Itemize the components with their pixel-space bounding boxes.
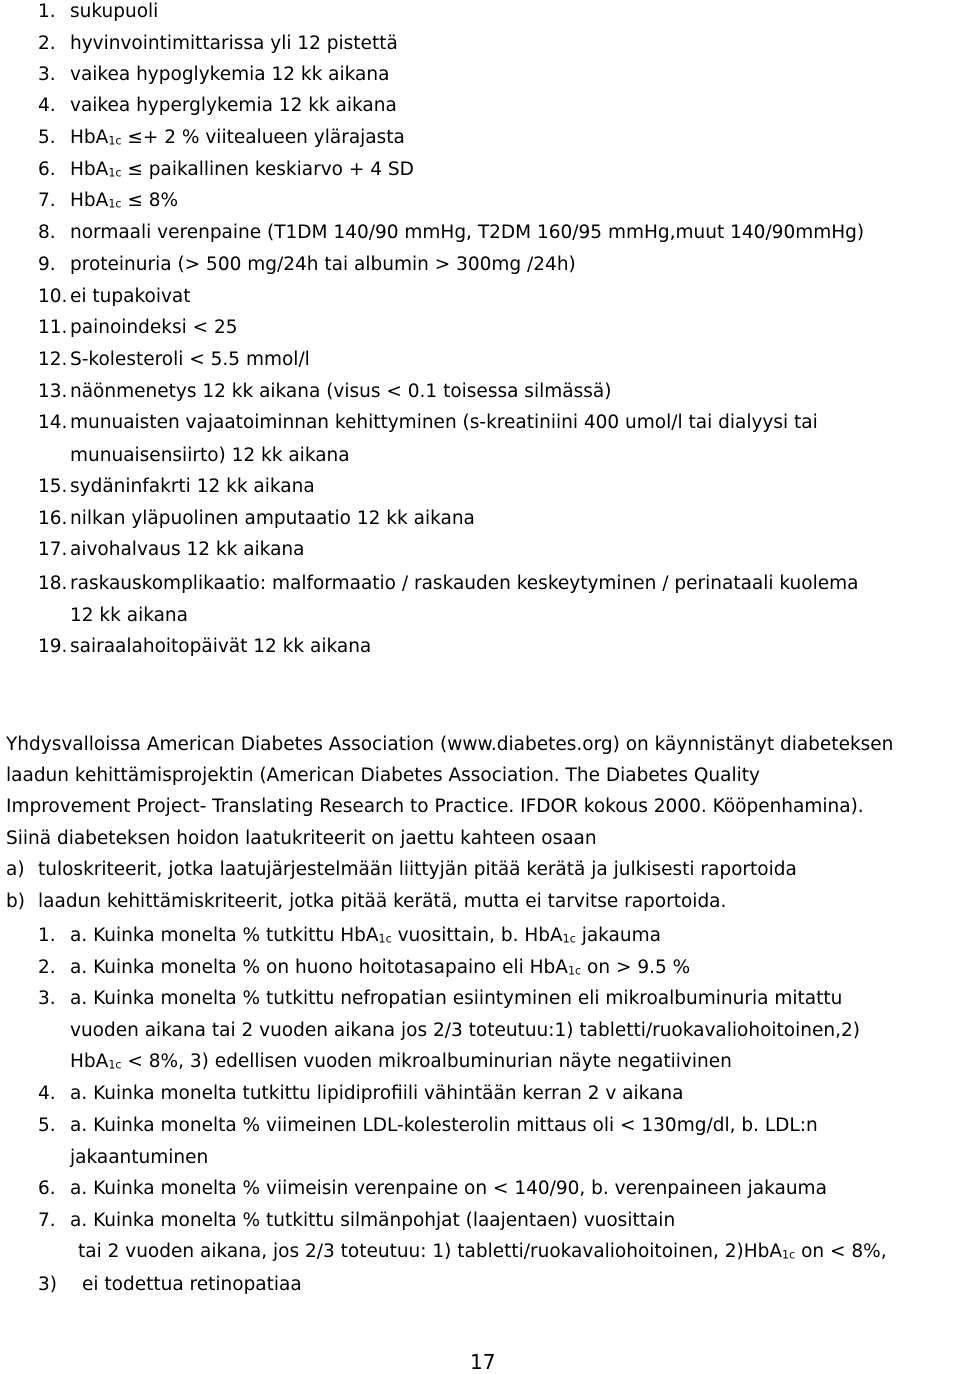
criteria-item-number: 19. xyxy=(38,636,68,657)
criteria-item-number: 13. xyxy=(38,381,68,402)
criteria-item-number: 8. xyxy=(38,222,56,243)
criteria-item-text: näönmenetys 12 kk aikana (visus < 0.1 toisessa silmässä) xyxy=(70,381,612,402)
trailing-item-text: ei todettua retinopatiaa xyxy=(82,1274,302,1295)
quality-item-text: vuoden aikana tai 2 vuoden aikana jos 2/3 toteutuu:1) tabletti/ruokavaliohoitoinen,2) xyxy=(70,1020,860,1041)
criteria-item-text: proteinuria (> 500 mg/24h tai albumin > 300mg /24h) xyxy=(70,254,576,275)
paragraph-line: Yhdysvalloissa American Diabetes Association (www.diabetes.org) on käynnistänyt diabeteksen xyxy=(6,734,894,755)
quality-item-number: 7. xyxy=(38,1210,56,1231)
quality-item-text: a. Kuinka monelta tutkittu lipidiprofiili vähintään kerran 2 v aikana xyxy=(70,1083,684,1104)
criteria-type-label: b) xyxy=(6,891,25,912)
criteria-item-number: 4. xyxy=(38,95,56,116)
paragraph-line: Siinä diabeteksen hoidon laatukriteerit on jaettu kahteen osaan xyxy=(6,828,597,849)
criteria-item-text: HbA$_{1c}$ ≤ 8% xyxy=(70,190,179,211)
paragraph-line: Improvement Project- Translating Research to Practice. IFDOR kokous 2000. Kööpenhamina). xyxy=(6,796,864,817)
criteria-type-text: tuloskriteerit, jotka laatujärjestelmään liittyjän pitää kerätä ja julkisesti raportoida xyxy=(38,859,797,880)
quality-item-text: a. Kuinka monelta % on huono hoitotasapaino eli HbA$_{1c}$ on > 9.5 % xyxy=(70,957,691,978)
criteria-item-text: S-kolesteroli < 5.5 mmol/l xyxy=(70,349,310,370)
criteria-item-number: 18. xyxy=(38,573,68,594)
criteria-item-text: normaali verenpaine (T1DM 140/90 mmHg, T2DM 160/95 mmHg,muut 140/90mmHg) xyxy=(70,222,865,243)
criteria-item-number: 5. xyxy=(38,127,56,148)
criteria-item-text: munuaisensiirto) 12 kk aikana xyxy=(70,445,350,466)
criteria-type-text: laadun kehittämiskriteerit, jotka pitää kerätä, mutta ei tarvitse raportoida. xyxy=(38,891,727,912)
quality-item-text: a. Kuinka monelta % tutkittu silmänpohjat (laajentaen) vuosittain xyxy=(70,1210,676,1231)
criteria-item-text: 12 kk aikana xyxy=(70,605,188,626)
criteria-item-number: 3. xyxy=(38,64,56,85)
quality-item-text: HbA$_{1c}$ < 8%, 3) edellisen vuoden mikroalbuminurian näyte negatiivinen xyxy=(70,1051,732,1072)
criteria-item-text: vaikea hypoglykemia 12 kk aikana xyxy=(70,64,390,85)
criteria-item-number: 14. xyxy=(38,412,68,433)
criteria-item-text: sydäninfakrti 12 kk aikana xyxy=(70,476,315,497)
quality-item-text: a. Kuinka monelta % viimeinen LDL-kolesterolin mittaus oli < 130mg/dl, b. LDL:n xyxy=(70,1115,818,1136)
quality-item-number: 4. xyxy=(38,1083,56,1104)
criteria-item-number: 2. xyxy=(38,33,56,54)
quality-item-text: tai 2 vuoden aikana, jos 2/3 toteutuu: 1) tabletti/ruokavaliohoitoinen, 2)HbA$_{1c}$ on < 8%, xyxy=(78,1241,887,1262)
quality-item-number: 1. xyxy=(38,925,56,946)
quality-item-text: a. Kuinka monelta % tutkittu HbA$_{1c}$ vuosittain, b. HbA$_{1c}$ jakauma xyxy=(70,925,661,946)
criteria-item-number: 16. xyxy=(38,508,68,529)
quality-item-text: a. Kuinka monelta % tutkittu nefropatian esiintyminen eli mikroalbuminuria mitattu xyxy=(70,988,843,1009)
criteria-item-text: raskauskomplikaatio: malformaatio / raskauden keskeytyminen / perinataali kuolema xyxy=(70,573,859,594)
criteria-item-number: 1. xyxy=(38,1,56,22)
criteria-item-text: sairaalahoitopäivät 12 kk aikana xyxy=(70,636,372,657)
criteria-item-text: HbA$_{1c}$ ≤+ 2 % viitealueen ylärajasta xyxy=(70,127,405,148)
criteria-item-text: painoindeksi < 25 xyxy=(70,317,238,338)
criteria-item-text: sukupuoli xyxy=(70,1,159,22)
quality-item-number: 3. xyxy=(38,988,56,1009)
criteria-item-text: ei tupakoivat xyxy=(70,286,191,307)
criteria-item-number: 11. xyxy=(38,317,68,338)
page-number: 17 xyxy=(470,1350,496,1374)
criteria-item-number: 7. xyxy=(38,190,56,211)
paragraph-line: laadun kehittämisprojektin (American Diabetes Association. The Diabetes Quality xyxy=(6,765,760,786)
criteria-item-text: hyvinvointimittarissa yli 12 pistettä xyxy=(70,33,398,54)
criteria-item-number: 17. xyxy=(38,539,68,560)
quality-item-number: 6. xyxy=(38,1178,56,1199)
criteria-type-label: a) xyxy=(6,859,25,880)
criteria-item-text: vaikea hyperglykemia 12 kk aikana xyxy=(70,95,397,116)
criteria-item-text: aivohalvaus 12 kk aikana xyxy=(70,539,305,560)
criteria-item-number: 12. xyxy=(38,349,68,370)
criteria-item-number: 10. xyxy=(38,286,68,307)
quality-item-number: 2. xyxy=(38,957,56,978)
quality-item-text: jakaantuminen xyxy=(70,1147,209,1168)
criteria-item-text: munuaisten vajaatoiminnan kehittyminen (s-kreatiniini 400 umol/l tai dialyysi tai xyxy=(70,412,818,433)
criteria-item-number: 6. xyxy=(38,159,56,180)
trailing-item-number: 3) xyxy=(38,1274,57,1295)
criteria-item-text: HbA$_{1c}$ ≤ paikallinen keskiarvo + 4 SD xyxy=(70,159,414,180)
quality-item-text: a. Kuinka monelta % viimeisin verenpaine on < 140/90, b. verenpaineen jakauma xyxy=(70,1178,827,1199)
criteria-item-text: nilkan yläpuolinen amputaatio 12 kk aikana xyxy=(70,508,475,529)
criteria-item-number: 9. xyxy=(38,254,56,275)
quality-item-number: 5. xyxy=(38,1115,56,1136)
criteria-item-number: 15. xyxy=(38,476,68,497)
